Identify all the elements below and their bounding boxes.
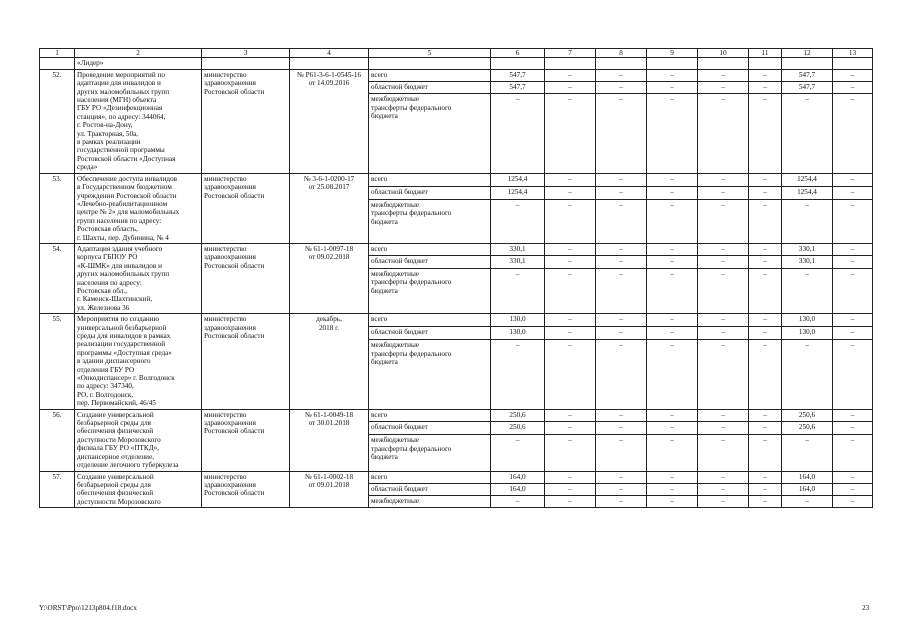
amount-cell: 330,1 xyxy=(782,243,833,255)
amount-cell: – xyxy=(545,256,596,268)
column-number-header: 10 xyxy=(698,49,749,58)
amount-cell: – xyxy=(596,495,647,507)
amount-cell: 164,0 xyxy=(782,483,833,495)
amount-cell: 250,6 xyxy=(782,422,833,435)
amount-cell: – xyxy=(647,173,698,186)
measure-name-cell: Обеспечение доступа инвалидов в Государственном бюджетном учреждении Ростовской области «Лечебно-реабилитационном центре № 2» для маломобильных групп населения по адресу: Ростовская область, г. Шахты, пер. Дубинина, № 4 xyxy=(75,173,202,243)
row-number-cell: 57. xyxy=(40,471,75,508)
amount-cell: 250,6 xyxy=(491,409,545,422)
funding-source-cell: областной бюджет xyxy=(369,82,491,94)
amount-cell: – xyxy=(596,256,647,268)
measure-name-cell: Создание универсальной безбарьерной среды для обеспечения физической доступности Морозовского филиала ГБУ РО «ПТКД», диспансерное отделение, отделение легочного туберкулеза xyxy=(75,409,202,471)
amount-cell: – xyxy=(833,327,873,340)
amount-cell: – xyxy=(749,495,782,507)
continuation-text: «Лидер» xyxy=(75,58,202,69)
funding-source-cell: межбюджетные трансферты федерального бюджета xyxy=(369,340,491,409)
amount-cell: – xyxy=(596,314,647,327)
amount-cell: – xyxy=(782,200,833,244)
table-row xyxy=(40,243,873,255)
funding-source-cell: межбюджетные xyxy=(369,495,491,507)
empty-cell xyxy=(290,58,369,69)
amount-cell: – xyxy=(647,69,698,81)
document-body xyxy=(39,48,873,508)
column-number-header: 9 xyxy=(647,49,698,58)
measure-name-cell: Проведение мероприятий по адаптации для инвалидов и других маломобильных групп населения (МГН) объекта ГБУ РО «Дезинфекционная станция», по адресу: 344064, г. Ростов-на-Дону, ул. Тракторная, 50а, в рамках реализации государственной программы Ростовской области «Доступная среда» xyxy=(75,69,202,173)
amount-cell: – xyxy=(749,94,782,173)
document-ref-cell: № Р61-3-6-1-0545-16 от 14.09.2016 xyxy=(290,69,369,173)
funding-source-cell: всего xyxy=(369,314,491,327)
amount-cell: – xyxy=(833,422,873,435)
amount-cell: – xyxy=(749,82,782,94)
amount-cell: 250,6 xyxy=(782,409,833,422)
document-ref-cell: № 61-1-0049-18 от 30.01.2018 xyxy=(290,409,369,471)
amount-cell: – xyxy=(491,435,545,471)
amount-cell: – xyxy=(491,495,545,507)
amount-cell: – xyxy=(833,186,873,199)
amount-cell: – xyxy=(749,435,782,471)
amount-cell: – xyxy=(596,409,647,422)
header-row xyxy=(40,49,873,58)
amount-cell: 330,1 xyxy=(491,243,545,255)
amount-cell: – xyxy=(833,200,873,244)
column-number-header: 2 xyxy=(75,49,202,58)
amount-cell: – xyxy=(596,200,647,244)
amount-cell: – xyxy=(833,495,873,507)
amount-cell: – xyxy=(833,483,873,495)
amount-cell: – xyxy=(698,409,749,422)
amount-cell: – xyxy=(545,422,596,435)
amount-cell: – xyxy=(749,409,782,422)
amount-cell: 130,0 xyxy=(782,327,833,340)
amount-cell: – xyxy=(698,69,749,81)
empty-cell xyxy=(698,58,749,69)
funding-source-cell: областной бюджет xyxy=(369,186,491,199)
amount-cell: – xyxy=(698,495,749,507)
amount-cell: – xyxy=(647,268,698,313)
amount-cell: – xyxy=(833,435,873,471)
executor-cell: министерство здравоохранения Ростовской области xyxy=(202,409,290,471)
amount-cell: 164,0 xyxy=(782,471,833,483)
row-number-cell xyxy=(40,58,75,69)
amount-cell: – xyxy=(647,495,698,507)
amount-cell: – xyxy=(545,314,596,327)
footer-file-path: Y:\ORST\Ppo\1213p804.f18.docx xyxy=(39,604,137,612)
amount-cell: – xyxy=(698,94,749,173)
amount-cell: 164,0 xyxy=(491,483,545,495)
funding-source-cell: всего xyxy=(369,69,491,81)
funding-source-cell: областной бюджет xyxy=(369,422,491,435)
amount-cell: – xyxy=(647,94,698,173)
funding-source-cell: областной бюджет xyxy=(369,483,491,495)
amount-cell: – xyxy=(596,483,647,495)
amount-cell: – xyxy=(749,200,782,244)
amount-cell: – xyxy=(749,471,782,483)
amount-cell: – xyxy=(782,340,833,409)
column-number-header: 13 xyxy=(833,49,873,58)
empty-cell xyxy=(749,58,782,69)
amount-cell: 1254,4 xyxy=(782,186,833,199)
amount-cell: – xyxy=(545,82,596,94)
amount-cell: – xyxy=(596,422,647,435)
amount-cell: 330,1 xyxy=(782,256,833,268)
program-table xyxy=(39,48,873,508)
amount-cell: – xyxy=(698,422,749,435)
document-ref-cell: декабрь, 2018 г. xyxy=(290,314,369,409)
executor-cell: министерство здравоохранения Ростовской области xyxy=(202,243,290,313)
row-number-cell: 52. xyxy=(40,69,75,173)
table-row xyxy=(40,471,873,483)
row-number-cell: 54. xyxy=(40,243,75,313)
amount-cell: – xyxy=(545,409,596,422)
amount-cell: – xyxy=(545,435,596,471)
amount-cell: – xyxy=(545,186,596,199)
amount-cell: 250,6 xyxy=(491,422,545,435)
funding-source-cell: всего xyxy=(369,471,491,483)
amount-cell: – xyxy=(647,483,698,495)
amount-cell: – xyxy=(491,94,545,173)
amount-cell: 330,1 xyxy=(491,256,545,268)
amount-cell: – xyxy=(833,94,873,173)
amount-cell: 130,0 xyxy=(782,314,833,327)
amount-cell: – xyxy=(833,173,873,186)
amount-cell: – xyxy=(698,471,749,483)
amount-cell: – xyxy=(647,200,698,244)
amount-cell: – xyxy=(596,471,647,483)
amount-cell: – xyxy=(833,409,873,422)
amount-cell: – xyxy=(833,340,873,409)
amount-cell: – xyxy=(491,268,545,313)
amount-cell: – xyxy=(596,268,647,313)
column-number-header: 7 xyxy=(545,49,596,58)
amount-cell: 547,7 xyxy=(491,82,545,94)
table-row xyxy=(40,173,873,186)
amount-cell: – xyxy=(545,495,596,507)
column-number-header: 6 xyxy=(491,49,545,58)
empty-cell xyxy=(782,58,833,69)
funding-source-cell: всего xyxy=(369,243,491,255)
empty-cell xyxy=(596,58,647,69)
amount-cell: – xyxy=(545,340,596,409)
column-number-header: 1 xyxy=(40,49,75,58)
amount-cell: – xyxy=(749,327,782,340)
column-number-header: 3 xyxy=(202,49,290,58)
funding-source-cell: областной бюджет xyxy=(369,327,491,340)
table-row xyxy=(40,314,873,327)
amount-cell: – xyxy=(647,243,698,255)
funding-source-cell: межбюджетные трансферты федерального бюджета xyxy=(369,94,491,173)
amount-cell: – xyxy=(698,173,749,186)
amount-cell: – xyxy=(596,435,647,471)
amount-cell: – xyxy=(596,243,647,255)
amount-cell: – xyxy=(596,327,647,340)
column-number-header: 5 xyxy=(369,49,491,58)
executor-cell: министерство здравоохранения Ростовской области xyxy=(202,69,290,173)
amount-cell: – xyxy=(647,340,698,409)
amount-cell: 547,7 xyxy=(491,69,545,81)
amount-cell: – xyxy=(698,268,749,313)
amount-cell: 547,7 xyxy=(782,82,833,94)
measure-name-cell: Создание универсальной безбарьерной среды для обеспечения физической доступности Морозовского xyxy=(75,471,202,508)
amount-cell: – xyxy=(647,256,698,268)
amount-cell: 130,0 xyxy=(491,327,545,340)
amount-cell: 1254,4 xyxy=(491,173,545,186)
amount-cell: – xyxy=(647,409,698,422)
amount-cell: – xyxy=(545,268,596,313)
amount-cell: – xyxy=(782,268,833,313)
amount-cell: 164,0 xyxy=(491,471,545,483)
amount-cell: – xyxy=(491,340,545,409)
amount-cell: – xyxy=(647,327,698,340)
amount-cell: 1254,4 xyxy=(782,173,833,186)
amount-cell: – xyxy=(749,173,782,186)
amount-cell: – xyxy=(545,471,596,483)
empty-cell xyxy=(545,58,596,69)
executor-cell: министерство здравоохранения Ростовской области xyxy=(202,314,290,409)
amount-cell: – xyxy=(596,69,647,81)
amount-cell: – xyxy=(698,435,749,471)
amount-cell: – xyxy=(833,243,873,255)
executor-cell: министерство здравоохранения Ростовской области xyxy=(202,173,290,243)
amount-cell: – xyxy=(596,340,647,409)
amount-cell: – xyxy=(545,243,596,255)
amount-cell: – xyxy=(833,82,873,94)
amount-cell: – xyxy=(698,256,749,268)
amount-cell: – xyxy=(833,471,873,483)
table-row xyxy=(40,69,873,81)
row-number-cell: 53. xyxy=(40,173,75,243)
row-number-cell: 55. xyxy=(40,314,75,409)
amount-cell: – xyxy=(545,173,596,186)
amount-cell: – xyxy=(596,94,647,173)
amount-cell: – xyxy=(749,314,782,327)
measure-name-cell: Мероприятия по созданию универсальной безбарьерной среды для инвалидов в рамках реализации государственной программы «Доступная среда» в здании диспансерного отделения ГБУ РО «Онкодиспансер» г. Волгодонск по адресу: 347340, РО, г. Волгодонск, пер. Первомайский, 46/45 xyxy=(75,314,202,409)
amount-cell: – xyxy=(647,471,698,483)
amount-cell: – xyxy=(647,422,698,435)
amount-cell: – xyxy=(749,69,782,81)
amount-cell: – xyxy=(782,94,833,173)
amount-cell: – xyxy=(545,69,596,81)
document-ref-cell: № 61-1-0002-18 от 09.01.2018 xyxy=(290,471,369,508)
empty-cell xyxy=(369,58,491,69)
document-ref-cell: № 3-6-1-0200-17 от 25.08.2017 xyxy=(290,173,369,243)
continuation-row xyxy=(40,58,873,69)
amount-cell: – xyxy=(647,435,698,471)
amount-cell: – xyxy=(749,186,782,199)
document-ref-cell: № 61-1-0097-18 от 09.02.2018 xyxy=(290,243,369,313)
amount-cell: – xyxy=(491,200,545,244)
amount-cell: – xyxy=(698,82,749,94)
amount-cell: – xyxy=(698,200,749,244)
amount-cell: – xyxy=(749,422,782,435)
amount-cell: – xyxy=(545,483,596,495)
row-number-cell: 56. xyxy=(40,409,75,471)
empty-cell xyxy=(491,58,545,69)
amount-cell: – xyxy=(596,186,647,199)
amount-cell: – xyxy=(698,186,749,199)
amount-cell: – xyxy=(749,340,782,409)
amount-cell: 547,7 xyxy=(782,69,833,81)
column-number-header: 8 xyxy=(596,49,647,58)
empty-cell xyxy=(202,58,290,69)
funding-source-cell: всего xyxy=(369,409,491,422)
table-row xyxy=(40,409,873,422)
amount-cell: – xyxy=(833,268,873,313)
executor-cell: министерство здравоохранения Ростовской области xyxy=(202,471,290,508)
funding-source-cell: областной бюджет xyxy=(369,256,491,268)
amount-cell: – xyxy=(749,243,782,255)
amount-cell: – xyxy=(698,314,749,327)
amount-cell: – xyxy=(749,268,782,313)
funding-source-cell: всего xyxy=(369,173,491,186)
amount-cell: – xyxy=(749,256,782,268)
amount-cell: – xyxy=(833,69,873,81)
amount-cell: – xyxy=(698,327,749,340)
amount-cell: – xyxy=(698,340,749,409)
amount-cell: – xyxy=(545,94,596,173)
funding-source-cell: межбюджетные трансферты федерального бюджета xyxy=(369,435,491,471)
amount-cell: – xyxy=(698,243,749,255)
column-number-header: 12 xyxy=(782,49,833,58)
amount-cell: – xyxy=(545,200,596,244)
amount-cell: 130,0 xyxy=(491,314,545,327)
amount-cell: – xyxy=(596,173,647,186)
amount-cell: – xyxy=(647,82,698,94)
column-number-header: 4 xyxy=(290,49,369,58)
measure-name-cell: Адаптация здания учебного корпуса ГБПОУ РО «К-ШМК» для инвалидов и других маломобильных групп населения по адресу: Ростовская обл., г. Каменск-Шахтинский, ул. Железнова 36 xyxy=(75,243,202,313)
amount-cell: – xyxy=(782,435,833,471)
empty-cell xyxy=(647,58,698,69)
funding-source-cell: межбюджетные трансферты федерального бюджета xyxy=(369,268,491,313)
amount-cell: – xyxy=(782,495,833,507)
amount-cell: – xyxy=(596,82,647,94)
page-number: 23 xyxy=(862,604,870,612)
empty-cell xyxy=(833,58,873,69)
column-number-header: 11 xyxy=(749,49,782,58)
amount-cell: – xyxy=(647,314,698,327)
amount-cell: – xyxy=(698,483,749,495)
amount-cell: – xyxy=(545,327,596,340)
amount-cell: – xyxy=(749,483,782,495)
amount-cell: – xyxy=(833,314,873,327)
funding-source-cell: межбюджетные трансферты федерального бюджета xyxy=(369,200,491,244)
amount-cell: – xyxy=(647,186,698,199)
amount-cell: – xyxy=(833,256,873,268)
amount-cell: 1254,4 xyxy=(491,186,545,199)
